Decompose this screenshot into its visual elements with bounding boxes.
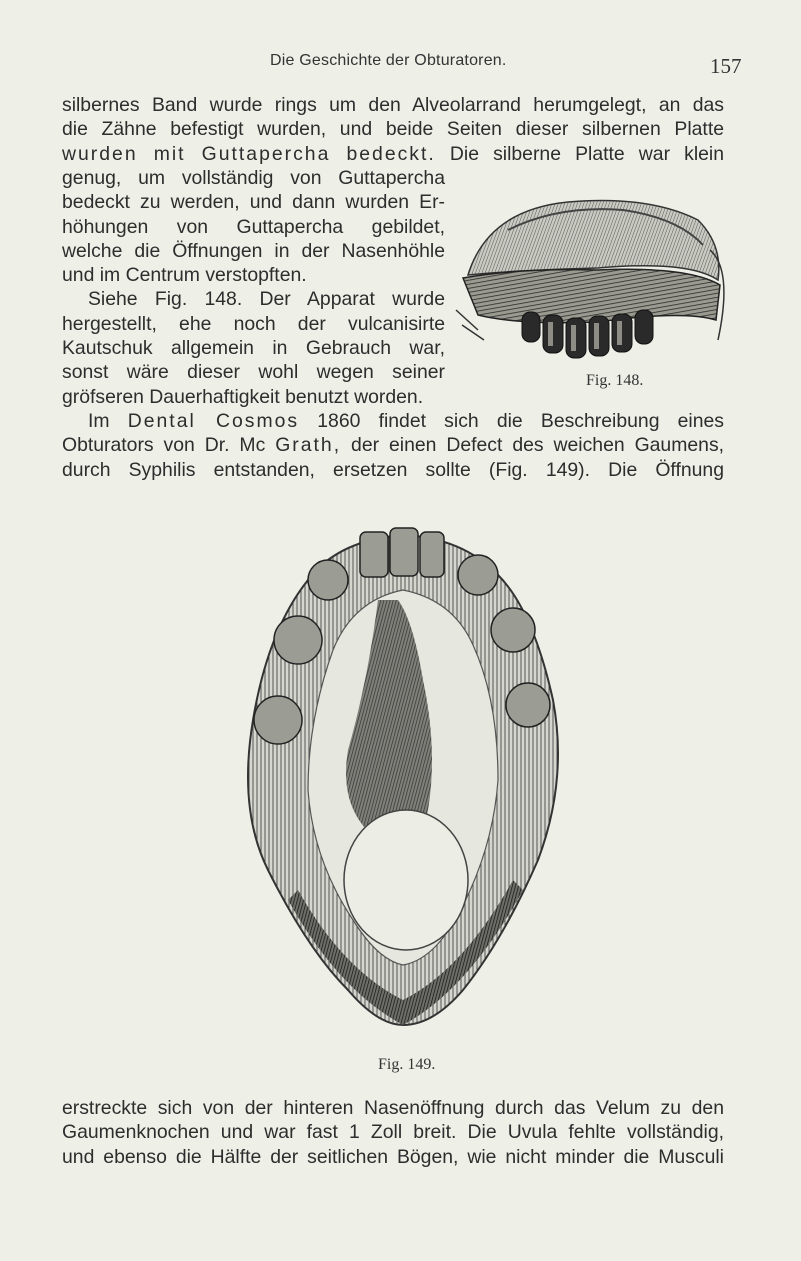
figure-148-denture-illustration	[448, 190, 738, 370]
text-line	[62, 433, 724, 457]
text-line: genug, um vollständig von Guttapercha	[62, 167, 445, 189]
text-line: welche die Öffnungen in der Nasenhöhle	[62, 239, 445, 262]
text-line: Gaumenknochen und war fast 1 Zoll breit. Die Uvula fehlte vollständig,	[62, 1121, 724, 1144]
text-line: Kautschuk allgemein in Gebrauch war,	[62, 337, 445, 360]
text-line: hergestellt, ehe noch der vulcanisirte	[62, 312, 445, 335]
text-fragment: der einen Defect des weichen Gaumens,	[351, 434, 725, 457]
text-line: silbernes Band wurde rings um den Alveolarrand herumgelegt, an das	[62, 94, 724, 116]
text-line: Siehe Fig. 148. Der Apparat wurde	[88, 288, 445, 311]
text-line: und im Centrum verstopften.	[62, 264, 307, 287]
text-line: und ebenso die Hälfte der seitlichen Bögen, wie nicht minder die Musculi	[62, 1145, 724, 1168]
text-line	[62, 409, 724, 433]
text-fragment: 1860 findet sich die Beschreibung eines	[317, 410, 725, 432]
text-fragment: Obturators von Dr. Mc	[62, 434, 266, 457]
paragraph-top-full	[62, 93, 724, 166]
text-line: durch Syphilis entstanden, ersetzen sollte (Fig. 149). Die Öffnung	[62, 458, 724, 481]
text-line: die Zähne befestigt wurden, und beide Seiten dieser silbernen Platte	[62, 118, 724, 141]
emphasized-text: Grath,	[275, 434, 342, 457]
text-fragment: Die silberne Platte war klein	[449, 142, 725, 165]
figure-149-palate-illustration	[228, 520, 578, 1050]
text-line: gröfseren Dauerhaftigkeit benutzt worden.	[62, 385, 424, 408]
paragraph-narrow-column	[62, 166, 445, 409]
figure-148-caption: Fig. 148.	[586, 372, 644, 389]
paragraph-middle	[62, 409, 724, 482]
paragraph-bottom	[62, 1096, 724, 1169]
emphasized-text: Dental Cosmos	[127, 410, 300, 432]
text-line: erstreckte sich von der hinteren Nasenöffnung durch das Velum zu den	[62, 1097, 724, 1119]
text-fragment: Im	[88, 410, 110, 432]
text-line: bedeckt zu werden, und dann wurden Er-	[62, 191, 445, 214]
emphasized-text: wurden mit Guttapercha bedeckt.	[62, 142, 436, 165]
page-header	[0, 52, 801, 76]
running-head: Die Geschichte der Obturatoren.	[270, 52, 507, 69]
figure-149-caption: Fig. 149.	[378, 1056, 436, 1073]
text-line	[62, 142, 724, 166]
page-number: 157	[710, 54, 742, 78]
text-line: sonst wäre dieser wohl wegen seiner	[62, 361, 445, 384]
text-line: höhungen von Guttapercha gebildet,	[62, 215, 445, 238]
